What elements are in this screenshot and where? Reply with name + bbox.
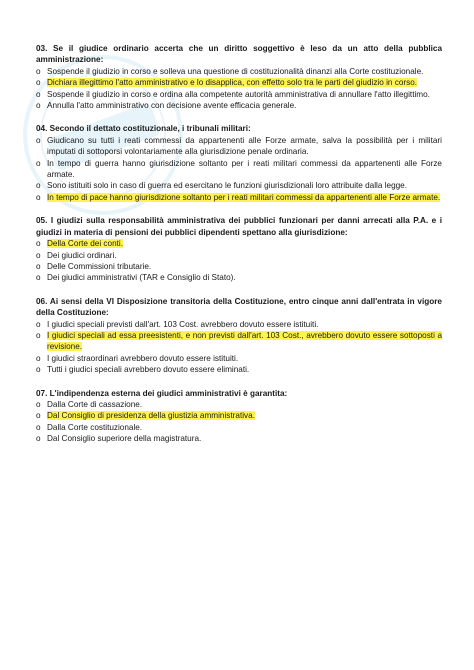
bullet-icon: o <box>36 192 41 202</box>
question-title: 07. L'indipendenza esterna dei giudici amministrativi è garantita: <box>36 388 288 398</box>
option-text: Dei giudici ordinari. <box>47 250 117 260</box>
option-text: Annulla l'atto amministrativo con decisione avente efficacia generale. <box>47 101 297 111</box>
answer-option <box>36 135 442 158</box>
bullet-icon: o <box>36 101 41 111</box>
bullet-icon: o <box>36 89 41 99</box>
question-title: 05. I giudizi sulla responsabilità amministrativa dei pubblici funzionari per danni arrecati alla P.A. e i giudizi in materia di pensioni dei pubblici dipendenti spettano alla giurisdizione: <box>36 216 442 237</box>
bullet-icon: o <box>36 319 41 329</box>
option-text: I giudici speciali ad essa preesistenti, e non previsti dall'art. 103 Cost., avrebbero dovuto essere sottoposti a revisione. <box>47 330 442 352</box>
question-block <box>36 215 442 283</box>
question-title: 03. Se il giudice ordinario accerta che un diritto soggettivo è leso da un atto della pubblica amministrazione: <box>36 44 442 65</box>
answer-option <box>36 433 442 444</box>
document-body <box>36 43 442 457</box>
bullet-icon: o <box>36 239 41 249</box>
answer-option-highlighted <box>36 238 442 249</box>
bullet-icon: o <box>36 250 41 260</box>
bullet-icon: o <box>36 399 41 409</box>
bullet-icon: o <box>36 330 41 340</box>
bullet-icon: o <box>36 422 41 432</box>
answer-option-highlighted <box>36 330 442 353</box>
bullet-icon: o <box>36 158 41 168</box>
bullet-icon: o <box>36 273 41 283</box>
bullet-icon: o <box>36 365 41 375</box>
option-text: Sono istituiti solo in caso di guerra ed esercitano le funzioni giurisdizionali loro attribuite dalla legge. <box>47 181 408 191</box>
option-text: Sospende il giudizio in corso e solleva una questione di costituzionalità dinanzi alla Corte costituzionale. <box>47 66 424 76</box>
answer-option <box>36 353 442 364</box>
option-text: Dalla Corte costituzionale. <box>47 422 143 432</box>
answer-option <box>36 100 442 111</box>
answer-option <box>36 364 442 375</box>
option-text: I giudici straordinari avrebbero dovuto essere istituiti. <box>47 353 239 363</box>
answer-option <box>36 158 442 181</box>
option-text: Dichiara illegittimo l'atto amministrativo e lo disapplica, con effetto solo tra le parti del giudizio in corso. <box>47 78 418 88</box>
option-text: Sospende il giudizio in corso e ordina alla competente autorità amministrativa di annullare l'atto illegittimo. <box>47 89 430 99</box>
answer-option <box>36 399 442 410</box>
question-block <box>36 123 442 203</box>
bullet-icon: o <box>36 78 41 88</box>
option-text: Dei giudici amministrativi (TAR e Consiglio di Stato). <box>47 273 236 283</box>
bullet-icon: o <box>36 261 41 271</box>
answer-option-highlighted <box>36 192 442 203</box>
answer-option <box>36 180 442 191</box>
question-title: 04. Secondo il dettato costituzionale, i tribunali militari: <box>36 124 251 134</box>
answer-option-highlighted <box>36 77 442 88</box>
answer-option <box>36 89 442 100</box>
answer-option-highlighted <box>36 410 442 421</box>
bullet-icon: o <box>36 434 41 444</box>
answer-option <box>36 261 442 272</box>
option-text: Giudicano su tutti i reati commessi da appartenenti alle Forze armate, salva la possibilità per i militari imputati di sottoporsi volontariamente alla giurisdizione penale ordinaria. <box>47 135 442 157</box>
bullet-icon: o <box>36 66 41 76</box>
answer-option <box>36 66 442 77</box>
answer-option <box>36 319 442 330</box>
option-text: Dal Consiglio di presidenza della giustizia amministrativa. <box>47 411 255 421</box>
option-text: In tempo di pace hanno giurisdizione soltanto per i reati militari commessi da appartenenti alle Forze armate. <box>47 192 441 202</box>
question-title: 06. Ai sensi della VI Disposizione transitoria della Costituzione, entro cinque anni dall'entrata in vigore della Costituzione: <box>36 296 442 318</box>
option-text: In tempo di guerra hanno giurisdizione soltanto per i reati militari commessi da appartenenti alle Forze armate. <box>47 158 442 180</box>
bullet-icon: o <box>36 353 41 363</box>
bullet-icon: o <box>36 135 41 145</box>
option-text: Della Corte dei conti. <box>47 239 123 249</box>
option-text: Dalla Corte di cassazione. <box>47 399 143 409</box>
answer-option <box>36 272 442 283</box>
option-text: Tutti i giudici speciali avrebbero dovuto essere eliminati. <box>47 365 250 375</box>
question-block <box>36 296 442 376</box>
answer-option <box>36 250 442 261</box>
option-text: I giudici speciali previsti dall'art. 103 Cost. avrebbero dovuto essere istituiti. <box>47 319 319 329</box>
bullet-icon: o <box>36 181 41 191</box>
question-block <box>36 43 442 111</box>
question-block <box>36 388 442 445</box>
bullet-icon: o <box>36 411 41 421</box>
option-text: Dal Consiglio superiore della magistratura. <box>47 434 202 444</box>
option-text: Delle Commissioni tributarie. <box>47 261 152 271</box>
answer-option <box>36 422 442 433</box>
